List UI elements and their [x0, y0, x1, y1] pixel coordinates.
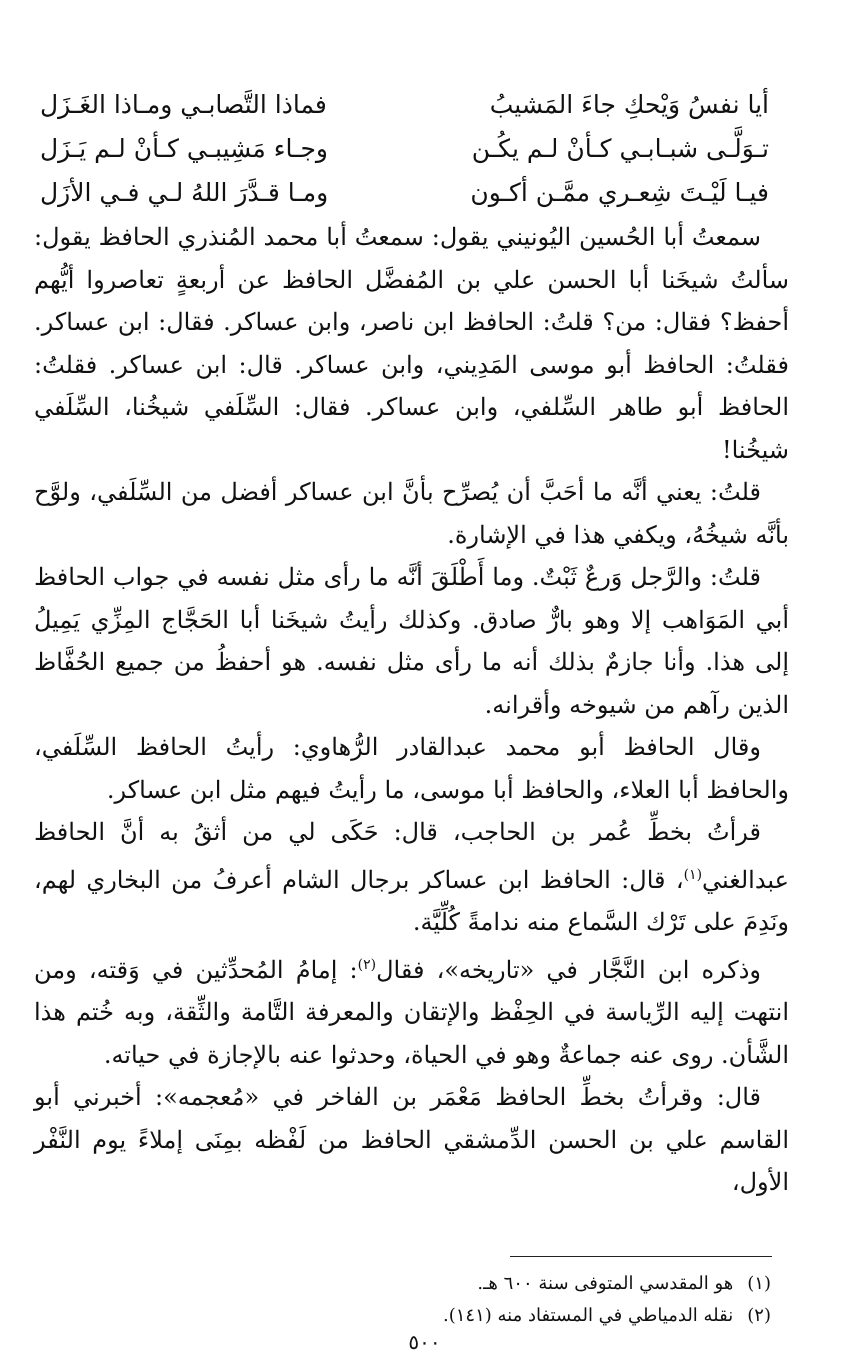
paragraph: قلتُ: والرَّجل وَرعٌ ثَبْتٌ. وما أَطْلَقَ أنَّه ما رأى مثل نفسه في جواب الحافظ أبي المَوَاهب إلا وهو بارٌّ صادق. وكذلك رأيتُ شيخَنا أبا الحَجَّاج المِزِّي يَمِيلُ إلى هذا. وأنا جازمٌ بذلك أنه ما رأى مثل نفسه. هو أحفظُ من جميع الحُفَّاظ الذين رآهم من شيوخه وأقرانه. — [34, 563, 789, 719]
body-text — [34, 216, 789, 1204]
verse-second-hemistich: فماذا التَّصابـي ومـاذا الغَـزَل — [40, 89, 327, 119]
poem-verse — [40, 82, 769, 126]
paragraph: سمعتُ أبا الحُسين اليُونيني يقول: سمعتُ أبا محمد المُنذري الحافظ يقول: سألتُ شيخَنا أبا الحسن علي بن المُفضَّل الحافظ عن أربعةٍ تعاصروا أيُّهم أحفظ؟ فقال: من؟ قلتُ: الحافظ ابن ناصر، وابن عساكر. فقال: ابن عساكر. فقلتُ: الحافظ أبو موسى المَدِيني، وابن عساكر. قال: ابن عساكر. فقلتُ: الحافظ أبو طاهر السِّلفي، وابن عساكر. فقال: السِّلَفي شيخُنا، السِّلَفي شيخُنا! — [34, 223, 789, 464]
footnote-number: (١) — [747, 1273, 771, 1294]
footnote-ref: (١) — [683, 866, 703, 883]
footnote — [271, 1300, 771, 1332]
verse-second-hemistich: ومـا قـدَّرَ اللهُ لـي فـي الأزَل — [40, 177, 329, 207]
paragraph-text: ، قال: الحافظ ابن عساكر برجال الشام أعرفُ من البخاري لهم، ونَدِمَ على تَرْك السَّماع منه ندامةً كُلِّيَّة. — [34, 865, 789, 936]
verse-second-hemistich: وجـاء مَشِيبـي كـأنْ لـم يَـزَل — [40, 133, 328, 163]
paragraph: وقال الحافظ أبو محمد عبدالقادر الرُّهاوي: رأيتُ الحافظ السِّلَفي، والحافظ أبا العلاء، والحافظ أبا موسى، ما رأيتُ فيهم مثل ابن عساكر. — [34, 733, 789, 804]
paragraph-text: : إمامُ المُحدِّثين في وَقته، ومن انتهت إليه الرِّياسة في الحِفْظ والإتقان والمعرفة التَّامة والثِّقة، وبه خُتم هذا الشَّأن. روى عنه جماعةٌ وهو في الحياة، وحدثوا عنه بالإجازة في حياته. — [34, 955, 789, 1069]
paragraph — [34, 811, 789, 944]
paragraph: قال: وقرأتُ بخطِّ الحافظ مَعْمَر بن الفاخر في «مُعجمه»: أخبرني أبو القاسم علي بن الحسن الدِّمشقي الحافظ من لَفْظه بمِنَى إملاءً يوم النَّفْر الأول، — [34, 1083, 790, 1196]
poem-verse — [40, 126, 769, 170]
paragraph — [34, 944, 789, 1077]
footnote-text: نقله الدمياطي في المستفاد منه (١٤١). — [443, 1305, 734, 1326]
footnote-ref: (٢) — [357, 956, 377, 973]
paragraph-text: قرأتُ بخطِّ عُمر بن الحاجب، قال: حَكَى لي من أثقُ به أنَّ الحافظ عبدالغني — [34, 818, 789, 894]
paragraph: قلتُ: يعني أنَّه ما أحَبَّ أن يُصرِّح بأنَّ ابن عساكر أفضل من السِّلَفي، ولوَّح بأنَّه شيخُهُ، ويكفي هذا في الإشارة. — [34, 478, 789, 549]
page-number: ٥٠٠ — [408, 1330, 441, 1354]
verse-first-hemistich: فيـا لَيْـتَ شِعـري ممَّـن أكـون — [470, 177, 769, 207]
footnote-text: هو المقدسي المتوفى سنة ٦٠٠ هـ. — [477, 1273, 734, 1294]
poem-verse — [40, 170, 769, 214]
footnote-divider — [510, 1256, 772, 1257]
poem-block — [40, 82, 769, 214]
verse-first-hemistich: أيا نفسُ وَيْحكِ جاءَ المَشيبُ — [489, 89, 769, 119]
verse-first-hemistich: تـوَلَّـى شبـابـي كـأنْ لـم يكُـن — [471, 133, 769, 163]
footnote — [271, 1268, 771, 1300]
footnote-number: (٢) — [747, 1305, 771, 1326]
footnotes — [271, 1268, 771, 1332]
paragraph-text: وذكره ابن النَّجَّار في «تاريخه»، فقال — [376, 955, 762, 984]
